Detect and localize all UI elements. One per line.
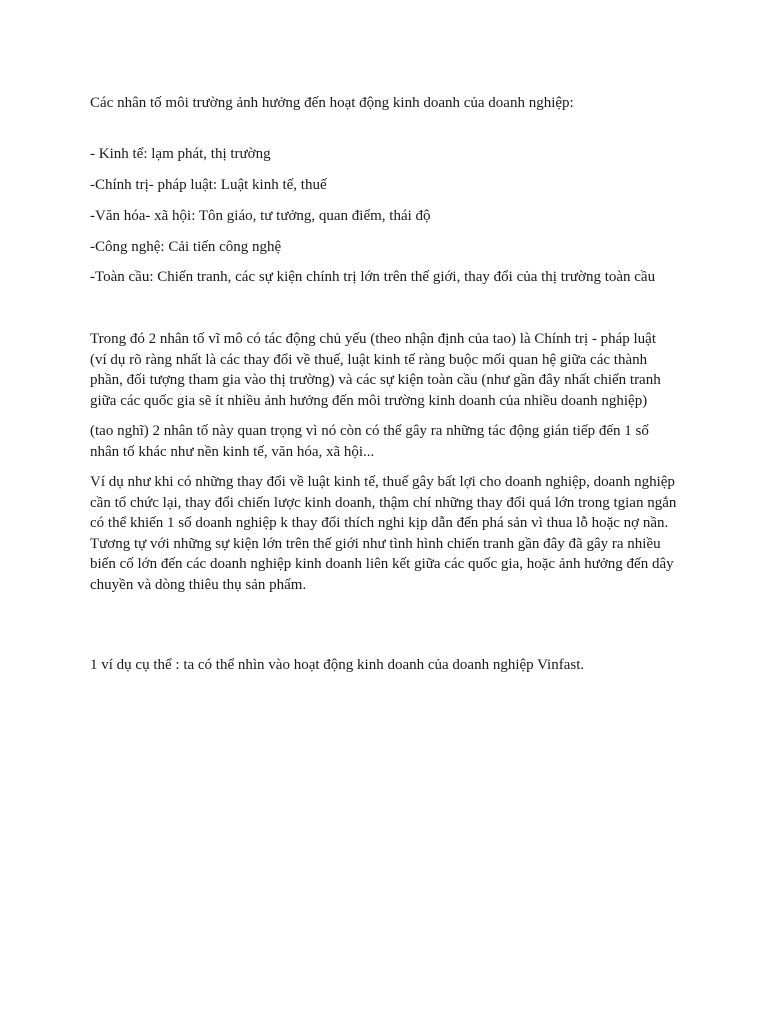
paragraph-example-law: Ví dụ như khi có những thay đổi về luật kinh tế, thuế gây bất lợi cho doanh nghiệp, doanh nghiệp cần tổ chức lại, thay đổi chiến lược kinh doanh, thậm chí những thay đổi quá lớn trong tgian ngắn có thể khiến 1 số doanh nghiệp k thay đổi thích nghi kịp dẫn đến phá sản vì thua lỗ hoặc nợ nần. (90, 474, 677, 531)
bullet-item: -Chính trị- pháp luật: Luật kinh tế, thuế (90, 177, 327, 193)
paragraph-example-war: Tương tự với những sự kiện lớn trên thế giới như tình hình chiến tranh gần đây đã gây ra nhiều biến cố lớn đến các doanh nghiệp kinh doanh liên kết giữa các quốc gia, hoặc ảnh hưởng đến dây chuyền và dòng thiêu thụ sản phẩm. (90, 535, 674, 593)
bullet-item: -Văn hóa- xã hội: Tôn giáo, tư tưởng, quan điểm, thái độ (90, 208, 431, 224)
paragraph-examples (90, 472, 680, 595)
paragraph-importance: (tao nghĩ) 2 nhân tố này quan trọng vì nó còn có thể gây ra những tác động gián tiếp đến 1 số nhân tố khác như nền kinh tế, văn hóa, xã hội... (90, 423, 649, 460)
paragraph-main-factors: Trong đó 2 nhân tố vĩ mô có tác động chủ yếu (theo nhận định của tao) là Chính trị - pháp luật (ví dụ rõ ràng nhất là các thay đổi về thuế, luật kinh tế ràng buộc mối quan hệ giữa các thành phần, đối tượng tham gia vào thị trường) và các sự kiện toàn cầu (như gần đây nhất chiến tranh giữa các quốc gia sẽ ít nhiều ảnh hưởng đến môi trường kinh doanh của nhiều doanh nghiệp) (90, 331, 661, 409)
bullet-item: -Công nghệ: Cải tiến công nghệ (90, 239, 282, 255)
paragraph-vinfast-example: 1 ví dụ cụ thể : ta có thể nhìn vào hoạt động kinh doanh của doanh nghiệp Vinfast. (90, 657, 585, 673)
bullet-item: - Kinh tế: lạm phát, thị trường (90, 146, 271, 162)
bullet-item: -Toàn cầu: Chiến tranh, các sự kiện chính trị lớn trên thế giới, thay đổi của thị trường toàn cầu (90, 269, 656, 285)
document-intro: Các nhân tố môi trường ảnh hưởng đến hoạt động kinh doanh của doanh nghiệp: (90, 95, 574, 111)
